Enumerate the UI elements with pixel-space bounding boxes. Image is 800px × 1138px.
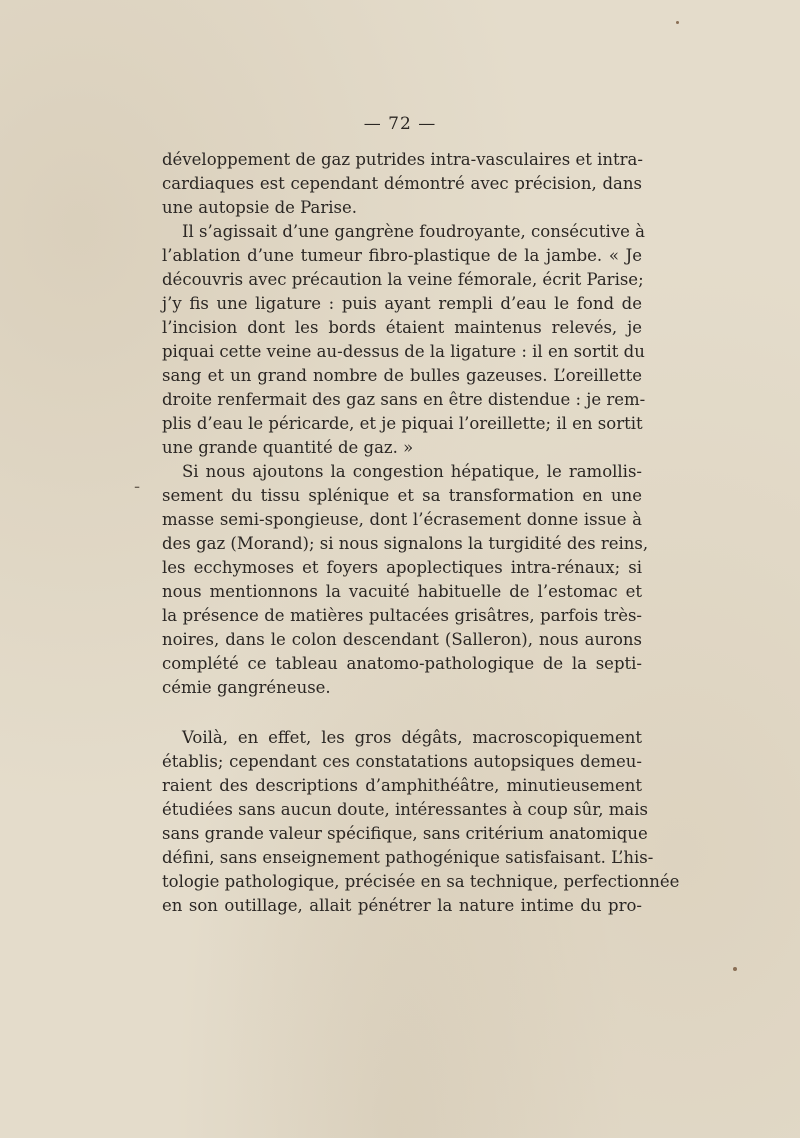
text-line: Il s’agissait d’une gangrène foudroyante, consécutive à: [182, 222, 645, 241]
paper-speck: [676, 21, 679, 24]
text-line: sement du tissu splénique et sa transformation en une: [162, 486, 642, 505]
paragraph: [162, 726, 680, 918]
text-line: noires, dans le colon descendant (Salleron), nous aurons: [162, 630, 642, 649]
text-line: cardiaques est cependant démontré avec précision, dans: [162, 174, 642, 193]
paragraph: [162, 460, 649, 700]
text-line: la présence de matières pultacées grisâtres, parfois très-: [162, 606, 642, 625]
paragraph: [162, 148, 642, 220]
text-line: complété ce tableau anatomo-pathologique de la septi-: [162, 654, 642, 673]
text-line: j’y fis une ligature : puis ayant rempli d’eau le fond de: [162, 294, 642, 313]
text-line: l’incision dont les bords étaient maintenus relevés, je: [162, 318, 642, 337]
text-line: l’ablation d’une tumeur fibro-plastique de la jambe. « Je: [162, 246, 642, 265]
text-line: une grande quantité de gaz. »: [162, 438, 414, 457]
text-line: les ecchymoses et foyers apoplectiques intra-rénaux; si: [162, 558, 642, 577]
text-line: sang et un grand nombre de bulles gazeuses. L’oreillette: [162, 366, 642, 385]
text-line: nous mentionnons la vacuité habituelle de l’estomac et: [162, 582, 642, 601]
text-line: sans grande valeur spécifique, sans critérium anatomique: [162, 824, 648, 843]
paper-speck: [733, 967, 737, 971]
text-line: une autopsie de Parise.: [162, 198, 358, 217]
text-line: droite renfermait des gaz sans en être distendue : je rem-: [162, 390, 646, 409]
text-line: plis d’eau le péricarde, et je piquai l’oreillette; il en sortit: [162, 414, 643, 433]
text-line: masse semi-spongieuse, dont l’écrasement donne issue à: [162, 510, 642, 529]
body-text: [162, 148, 680, 918]
text-line: tologie pathologique, précisée en sa technique, perfectionnée: [162, 872, 680, 891]
text-line: piquai cette veine au-dessus de la ligature : il en sortit du: [162, 342, 645, 361]
text-line: en son outillage, allait pénétrer la nature intime du pro-: [162, 896, 642, 915]
text-line: Voilà, en effet, les gros dégâts, macroscopiquement: [182, 728, 642, 747]
text-line: Si nous ajoutons la congestion hépatique, le ramollis-: [182, 462, 642, 481]
text-line: raient des descriptions d’amphithéâtre, minutieusement: [162, 776, 642, 795]
text-line: étudiées sans aucun doute, intéressantes à coup sûr, mais: [162, 800, 648, 819]
paragraph-gap: [162, 700, 642, 726]
text-line: découvris avec précaution la veine fémorale, écrit Parise;: [162, 270, 644, 289]
paragraph: [162, 220, 646, 460]
text-line: défini, sans enseignement pathogénique satisfaisant. L’his-: [162, 848, 654, 867]
text-line: cémie gangréneuse.: [162, 678, 331, 697]
margin-pencil-mark: -: [134, 476, 141, 497]
text-line: établis; cependant ces constatations autopsiques demeu-: [162, 752, 642, 771]
page-number: — 72 —: [363, 114, 437, 134]
text-line: des gaz (Morand); si nous signalons la turgidité des reins,: [162, 534, 649, 553]
text-line: développement de gaz putrides intra-vasculaires et intra-: [162, 150, 643, 169]
